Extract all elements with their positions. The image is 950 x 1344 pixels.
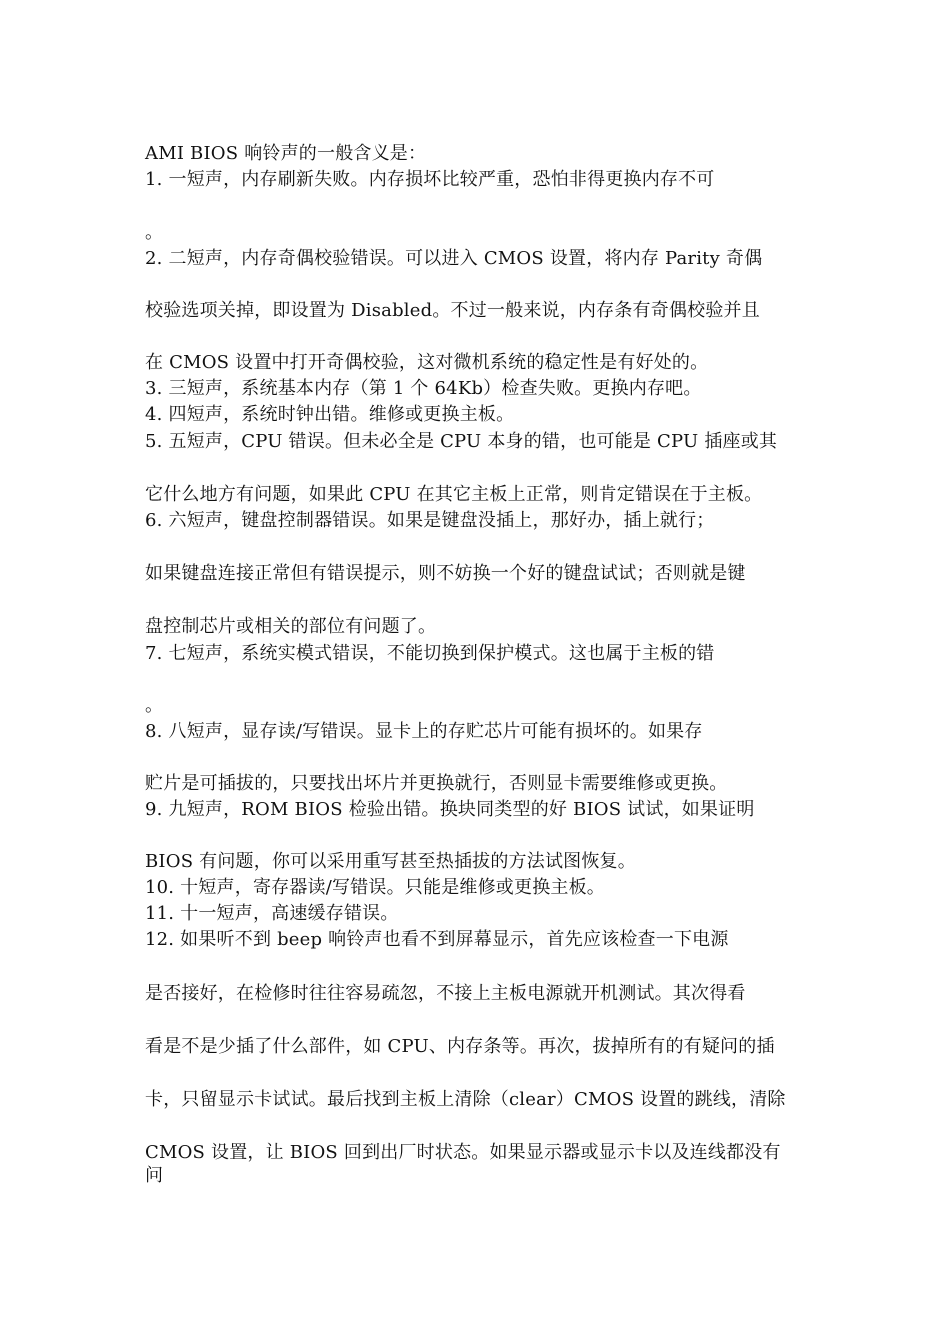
- text-line: 是否接好，在检修时往往容易疏忽，不接上主板电源就开机测试。其次得看: [145, 983, 746, 1004]
- text-line: 校验选项关掉，即设置为 Disabled。不过一般来说，内存条有奇偶校验并且: [145, 300, 760, 321]
- text-line: 它什么地方有问题，如果此 CPU 在其它主板上正常，则肯定错误在于主板。: [145, 484, 763, 505]
- text-line: 。: [145, 222, 164, 243]
- text-line: 贮片是可插拔的，只要找出坏片并更换就行，否则显卡需要维修或更换。: [145, 773, 728, 794]
- text-line: 4. 四短声，系统时钟出错。维修或更换主板。: [145, 404, 515, 425]
- text-line: 10. 十短声，寄存器读/写错误。只能是维修或更换主板。: [145, 877, 606, 898]
- text-line: 2. 二短声，内存奇偶校验错误。可以进入 CMOS 设置，将内存 Parity 奇偶: [145, 248, 763, 269]
- text-line: BIOS 有问题，你可以采用重写甚至热插拔的方法试图恢复。: [145, 851, 636, 872]
- text-line: 12. 如果听不到 beep 响铃声也看不到屏幕显示，首先应该检查一下电源: [145, 929, 729, 950]
- text-line: AMI BIOS 响铃声的一般含义是：: [145, 143, 427, 164]
- text-line: 11. 十一短声，高速缓存错误。: [145, 903, 399, 924]
- text-line: 问: [145, 1165, 164, 1186]
- text-line: 。: [145, 695, 164, 716]
- text-line: 6. 六短声，键盘控制器错误。如果是键盘没插上，那好办，插上就行；: [145, 510, 715, 531]
- text-line: 9. 九短声，ROM BIOS 检验出错。换块同类型的好 BIOS 试试，如果证明: [145, 799, 755, 820]
- text-line: 卡，只留显示卡试试。最后找到主板上清除（clear）CMOS 设置的跳线，清除: [145, 1089, 786, 1110]
- text-line: 7. 七短声，系统实模式错误，不能切换到保护模式。这也属于主板的错: [145, 643, 715, 664]
- text-line: 盘控制芯片或相关的部位有问题了。: [145, 616, 437, 637]
- text-line: 在 CMOS 设置中打开奇偶校验，这对微机系统的稳定性是有好处的。: [145, 352, 709, 373]
- text-line: 看是不是少插了什么部件，如 CPU、内存条等。再次，拔掉所有的有疑问的插: [145, 1036, 775, 1057]
- text-line: 8. 八短声，显存读/写错误。显卡上的存贮芯片可能有损坏的。如果存: [145, 721, 703, 742]
- text-line: 1. 一短声，内存刷新失败。内存损坏比较严重，恐怕非得更换内存不可: [145, 169, 715, 190]
- text-line: CMOS 设置，让 BIOS 回到出厂时状态。如果显示器或显示卡以及连线都没有: [145, 1142, 781, 1163]
- text-line: 5. 五短声，CPU 错误。但未必全是 CPU 本身的错，也可能是 CPU 插座或其: [145, 431, 778, 452]
- text-line: 如果键盘连接正常但有错误提示，则不妨换一个好的键盘试试；否则就是键: [145, 563, 746, 584]
- text-line: 3. 三短声，系统基本内存（第 1 个 64Kb）检查失败。更换内存吧。: [145, 378, 702, 399]
